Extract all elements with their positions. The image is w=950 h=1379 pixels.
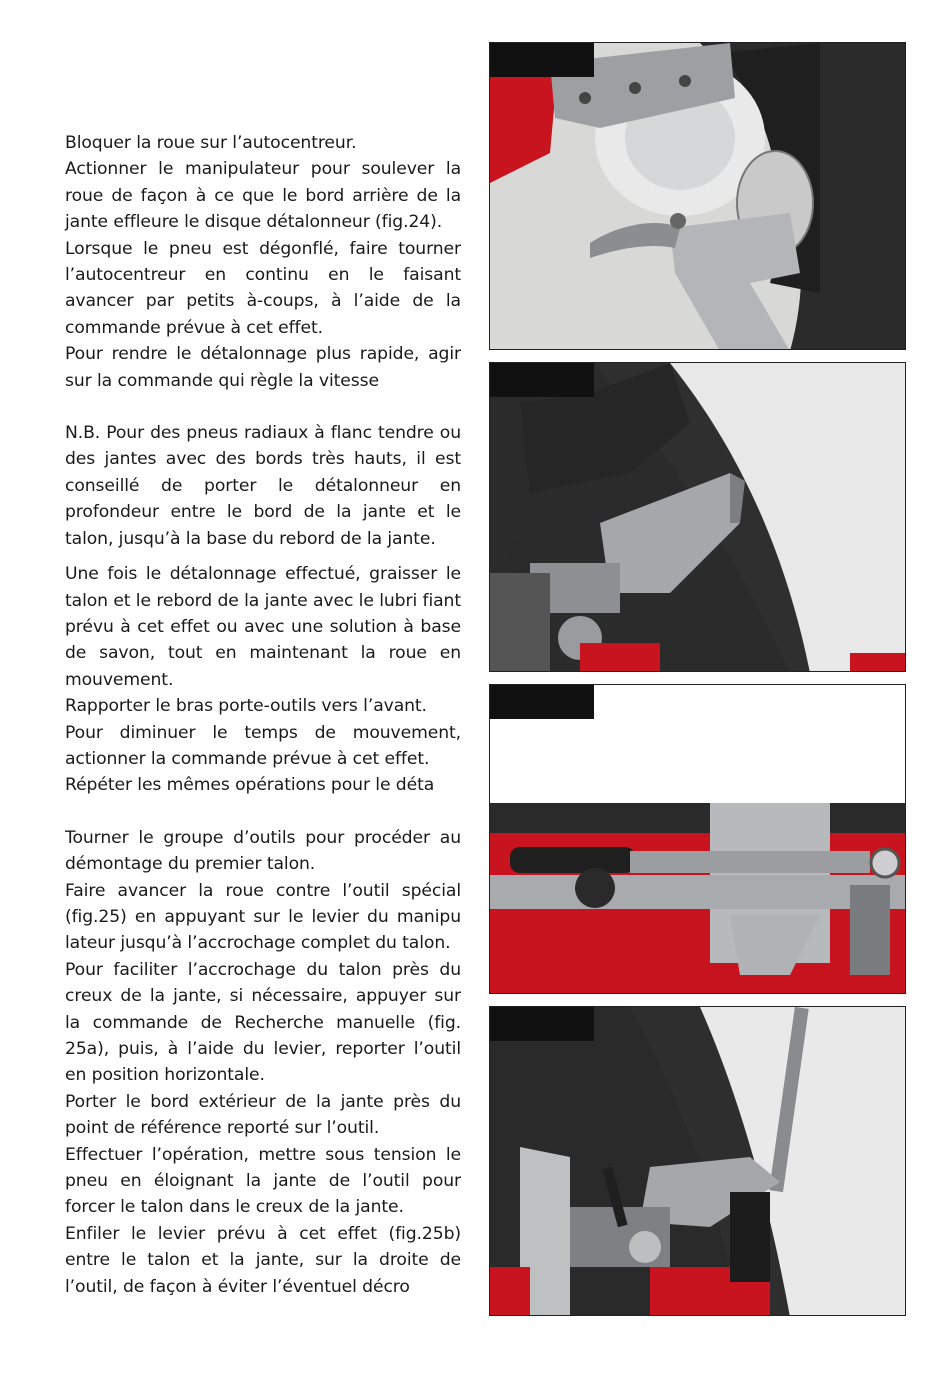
figure-label-tag bbox=[490, 1007, 594, 1041]
photo-tool-arm-handle bbox=[489, 684, 906, 994]
paragraph-turn-tools: Tourner le groupe d’outils pour procéder au démontage du premier talon. bbox=[65, 827, 461, 875]
paragraph-gap bbox=[65, 552, 461, 561]
figure-label-tag bbox=[490, 685, 594, 719]
paragraph-lubricate: Une fois le détalonnage effectué, graisser le talon et le rebord de la jante avec le lubri fiant prévu à cet effet ou avec une solution à base de savon, tout en maintenant la roue en mouvement. bbox=[65, 564, 461, 690]
paragraph-insert-lever: Enfiler le levier prévu à cet effet (fig.25b) entre le talon et la jante, sur la droite de l’outil, de façon à éviter l’éventuel décro bbox=[65, 1223, 461, 1297]
paragraph-gap bbox=[65, 799, 461, 825]
photo-illustration bbox=[490, 685, 906, 994]
paragraph-tension: Effectuer l’opération, mettre sous tension le pneu en éloignant la jante de l’outil pour forcer le talon dans le creux de la jante. bbox=[65, 1144, 461, 1218]
figure-label-tag bbox=[490, 363, 594, 397]
paragraph-manual-search: Pour faciliter l’accrochage du talon près du creux de la jante, si nécessaire, appuyer sur la commande de Recherche manuelle (fig. 25a), puis, à l’aide du levier, reporter l’outil en position horizontale. bbox=[65, 959, 461, 1086]
paragraph-repeat: Répéter les mêmes opérations pour le déta bbox=[65, 775, 435, 796]
photo-illustration bbox=[490, 363, 906, 672]
paragraph-bring-arm: Rapporter le bras porte-outils vers l’avant. bbox=[65, 696, 427, 717]
paragraph-reduce-time: Pour diminuer le temps de mouvement, actionner la commande prévue à cet effet. bbox=[65, 722, 461, 769]
figure-label-tag bbox=[490, 43, 594, 77]
paragraph-speed: Pour rendre le détalonnage plus rapide, agir sur la commande qui règle la vitesse bbox=[65, 344, 461, 391]
paragraph-rim-edge: Porter le bord extérieur de la jante près du point de référence reporté sur l’outil. bbox=[65, 1091, 461, 1139]
paragraph-note: N.B. Pour des pneus radiaux à flanc tendre ou des jantes avec des bords très hauts, il est conseillé de porter le détalonneur en profondeur entre le bord de la jante et le talon, jusqu’à la base du rebord de la jante. bbox=[65, 423, 461, 549]
photo-bead-breaker-blade bbox=[489, 362, 906, 672]
paragraph-rotate-chuck: Lorsque le pneu est dégonflé, faire tourner l’autocentreur en continu en le faisant avancer par petits à-coups, à l’aide de la commande prévue à cet effet. bbox=[65, 238, 461, 338]
photo-bead-breaker-disc bbox=[489, 42, 906, 350]
paragraph-gap bbox=[65, 394, 461, 420]
paragraph-advance-wheel: Faire avancer la roue contre l’outil spécial (fig.25) en appuyant sur le levier du manipu lateur jusqu’à l’accrochage complet du talon. bbox=[65, 880, 461, 954]
photo-illustration bbox=[490, 1007, 906, 1316]
photo-illustration bbox=[490, 43, 906, 350]
instruction-text-column bbox=[65, 130, 461, 1300]
paragraph-raise-wheel: Actionner le manipulateur pour soulever la roue de façon à ce que le bord arrière de la jante effleure le disque détalonneur (fig.24). bbox=[65, 159, 461, 233]
paragraph-block-wheel: Bloquer la roue sur l’autocentreur. bbox=[65, 133, 357, 153]
photo-tool-with-lever bbox=[489, 1006, 906, 1316]
